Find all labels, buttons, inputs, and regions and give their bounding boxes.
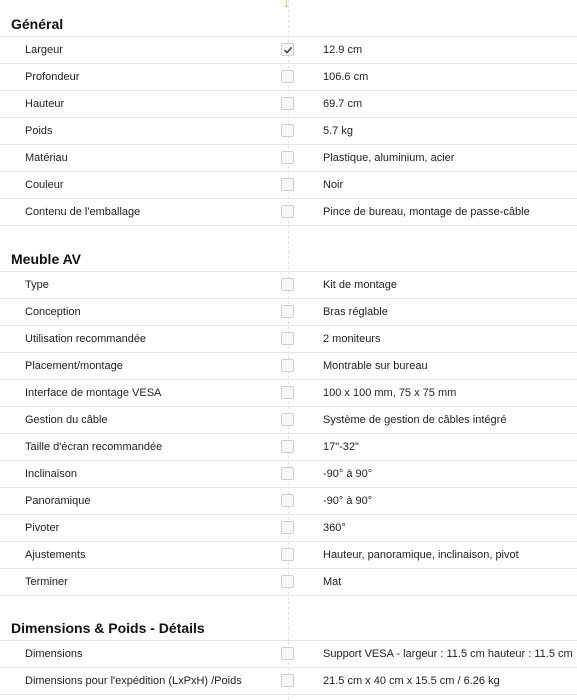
spec-label: Utilisation recommandée	[25, 333, 147, 345]
spec-label: Contenu de l'emballage	[25, 206, 141, 218]
spec-label: Dimensions	[25, 648, 83, 660]
spec-row	[0, 515, 577, 542]
spec-value: 12.9 cm	[323, 44, 363, 56]
highlight-checkbox[interactable]	[281, 70, 294, 83]
spec-label: Conception	[25, 306, 81, 318]
spec-row	[0, 488, 577, 515]
spec-label: Matériau	[25, 152, 68, 164]
spec-row	[0, 91, 577, 118]
spec-value: 21.5 cm x 40 cm x 15.5 cm / 6.26 kg	[323, 675, 500, 687]
highlight-checkbox[interactable]	[281, 548, 294, 561]
spec-value: -90° à 90°	[323, 495, 373, 507]
spec-value: 106.6 cm	[323, 71, 369, 83]
spec-row	[0, 145, 577, 172]
spec-row	[0, 569, 577, 596]
checkmark-icon	[283, 45, 293, 55]
spec-value: Noir	[323, 179, 344, 191]
highlight-checkbox[interactable]	[281, 467, 294, 480]
spec-value: Hauteur, panoramique, inclinaison, pivot	[323, 549, 519, 561]
highlight-checkbox[interactable]	[281, 278, 294, 291]
highlight-checkbox[interactable]	[281, 151, 294, 164]
highlight-checkbox[interactable]	[281, 440, 294, 453]
spec-section	[0, 12, 577, 226]
spec-value: Système de gestion de câbles intégré	[323, 414, 507, 426]
spec-label: Inclinaison	[25, 468, 77, 480]
spec-value: 17"-32"	[323, 441, 359, 453]
spec-row	[0, 353, 577, 380]
highlight-checkbox[interactable]	[281, 575, 294, 588]
spec-row	[0, 434, 577, 461]
spec-row	[0, 326, 577, 353]
spec-label: Hauteur	[25, 98, 65, 110]
spec-row	[0, 668, 577, 695]
highlight-checkbox[interactable]	[281, 521, 294, 534]
spec-row	[0, 64, 577, 91]
spec-row	[0, 272, 577, 299]
spec-row	[0, 37, 577, 64]
highlight-checkbox[interactable]	[281, 124, 294, 137]
spec-value: Pince de bureau, montage de passe-câble	[323, 206, 530, 218]
highlight-checkbox[interactable]	[281, 332, 294, 345]
spec-label: Panoramique	[25, 495, 91, 507]
spec-value: Support VESA - largeur : 11.5 cm hauteur : 11.5 cm	[323, 648, 573, 660]
section-title: Dimensions & Poids - Détails	[0, 616, 577, 641]
spec-value: Bras réglable	[323, 306, 388, 318]
spec-label: Profondeur	[25, 71, 80, 83]
spec-label: Dimensions pour l'expédition (LxPxH) /Poids	[25, 675, 242, 687]
highlight-checkbox[interactable]	[281, 674, 294, 687]
highlight-checkbox[interactable]	[281, 386, 294, 399]
highlight-checkbox[interactable]	[281, 43, 294, 56]
spec-row	[0, 542, 577, 569]
spec-label: Placement/montage	[25, 360, 123, 372]
spec-value: 2 moniteurs	[323, 333, 381, 345]
spec-value: -90° à 90°	[323, 468, 373, 480]
spec-value: 5.7 kg	[323, 125, 353, 137]
spec-label: Poids	[25, 125, 53, 137]
spec-label: Pivoter	[25, 522, 60, 534]
highlight-checkbox[interactable]	[281, 647, 294, 660]
spec-row	[0, 461, 577, 488]
spec-section	[0, 247, 577, 596]
spec-label: Largeur	[25, 44, 63, 56]
spec-row	[0, 299, 577, 326]
spec-value: Montrable sur bureau	[323, 360, 428, 372]
spec-label: Type	[25, 279, 49, 291]
spec-label: Terminer	[25, 576, 68, 588]
spec-label: Ajustements	[25, 549, 86, 561]
spec-row	[0, 199, 577, 226]
spec-row	[0, 118, 577, 145]
spec-section	[0, 616, 577, 695]
spec-row	[0, 641, 577, 668]
spec-value: 100 x 100 mm, 75 x 75 mm	[323, 387, 457, 399]
spec-row	[0, 407, 577, 434]
spec-value: Mat	[323, 576, 342, 588]
highlight-checkbox[interactable]	[281, 97, 294, 110]
spec-label: Couleur	[25, 179, 64, 191]
spec-value: Plastique, aluminium, acier	[323, 152, 455, 164]
highlight-checkbox[interactable]	[281, 178, 294, 191]
highlight-checkbox[interactable]	[281, 413, 294, 426]
spec-label: Taille d'écran recommandée	[25, 441, 163, 453]
highlight-checkbox[interactable]	[281, 359, 294, 372]
section-title: Meuble AV	[0, 247, 577, 272]
spec-row	[0, 380, 577, 407]
highlight-checkbox[interactable]	[281, 305, 294, 318]
spec-label: Interface de montage VESA	[25, 387, 162, 399]
arrow-down-icon: ↓	[283, 0, 290, 10]
spec-value: 360°	[323, 522, 346, 534]
highlight-checkbox[interactable]	[281, 205, 294, 218]
spec-label: Gestion du câble	[25, 414, 108, 426]
spec-value: 69.7 cm	[323, 98, 363, 110]
highlight-checkbox[interactable]	[281, 494, 294, 507]
spec-value: Kit de montage	[323, 279, 397, 291]
section-title: Général	[0, 12, 577, 37]
spec-row	[0, 172, 577, 199]
